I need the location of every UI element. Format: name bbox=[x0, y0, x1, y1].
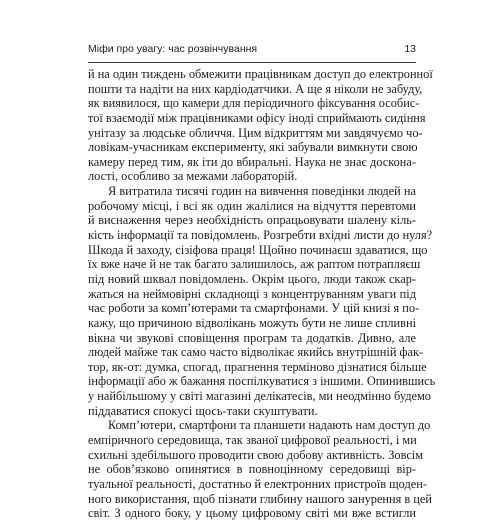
text-line: схильні здебільшого проводити свою добову активність. Зовсім bbox=[88, 447, 424, 462]
text-line: тор, як-от: думка, спогад, прагнення терміново дізнатися більше bbox=[88, 359, 427, 374]
text-line: час роботи за комп’ютерами та смартфонами. У цій книзі я по- bbox=[88, 301, 420, 316]
running-header bbox=[88, 40, 416, 63]
text-line: унітазу за людське обличчя. Цим відкриттям ми завдячуємо чо- bbox=[88, 125, 423, 140]
text-line: робочому місці, і всі як один жалілися на відчуття перевтоми bbox=[88, 198, 416, 213]
text-line: під новий шквал повідомлень. Окрім цього, люди також скар- bbox=[88, 271, 416, 286]
text-line: Шкода й заходу, сізіфова праця! Щойно починаєш здаватися, що bbox=[88, 242, 428, 257]
paragraph bbox=[88, 67, 433, 184]
page-number: 13 bbox=[404, 43, 416, 55]
paragraph bbox=[88, 184, 436, 418]
text-line: лості, особливо за межами лабораторій. bbox=[88, 169, 298, 184]
text-line: людей майже так само часто відволікає якийсь внутрішній фак- bbox=[88, 345, 424, 360]
text-line: й на один тиждень обмежити працівникам доступ до електронної bbox=[88, 67, 433, 81]
text-line: й виснаження через необхідність опрацьовувати шалену кіль- bbox=[88, 213, 416, 228]
text-line: ного використання, щоб пізнати глибину нашого занурення в цей bbox=[88, 491, 433, 506]
text-line: ловікам-учасникам експерименту, які забували вимкнути свою bbox=[88, 140, 418, 155]
text-line: Я витратила тисячі годин на вивчення поведінки людей на bbox=[108, 184, 416, 199]
text-line: туальної реальності, достатньо й електронних пристроїв щоден- bbox=[88, 476, 427, 491]
text-line: пошти та надіти на них кардіодатчики. А ще я ніколи не забуду, bbox=[88, 81, 423, 96]
paragraph bbox=[88, 418, 433, 521]
text-line: вікна чи звукові сповіщення програм та додатків. Дивно, але bbox=[88, 330, 416, 345]
text-line: камеру перед тим, як іти до вбиральні. Наука не знає доскона- bbox=[88, 154, 416, 169]
text-line: світ. З одного боку, у цьому цифровому світі ми вже встигли bbox=[88, 506, 416, 521]
text-line: емпіричного середовища, так званої цифрової реальності, і ми bbox=[88, 433, 417, 448]
text-line: Комп’ютери, смартфони та планшети надають нам доступ до bbox=[108, 418, 431, 433]
chapter-title: Міфи про увагу: час розвінчування bbox=[88, 43, 258, 55]
text-line: у найбільшому у світі магазині делікатесів, ми неодмінно будемо bbox=[88, 389, 431, 404]
text-line: піддаватися спокусі щось-таки скуштувати. bbox=[88, 403, 318, 418]
text-line: не обов’язково опинятися в повноцінному середовищі вір- bbox=[88, 462, 416, 477]
text-line: кажу, що причиною відволікань можуть бути не лише спливні bbox=[88, 315, 416, 330]
text-line: жаться на неймовірні складнощі з концентруванням уваги під bbox=[88, 286, 416, 301]
text-line: кість інформації та повідомлень. Розгребти вхідні листи до нуля? bbox=[88, 228, 433, 243]
text-line: інформації або ж бажання поспілкуватися з іншими. Опинившись bbox=[88, 374, 436, 389]
text-line: тої взаємодії між працівниками офісу іноді сприймають сидіння bbox=[88, 110, 426, 125]
body-text bbox=[88, 67, 436, 521]
text-line: їх вже наче й не так багато залишилось, аж раптом потрапляєш bbox=[88, 257, 421, 272]
text-line: як виявилося, що камери для періодичного фіксування особис- bbox=[88, 96, 420, 111]
